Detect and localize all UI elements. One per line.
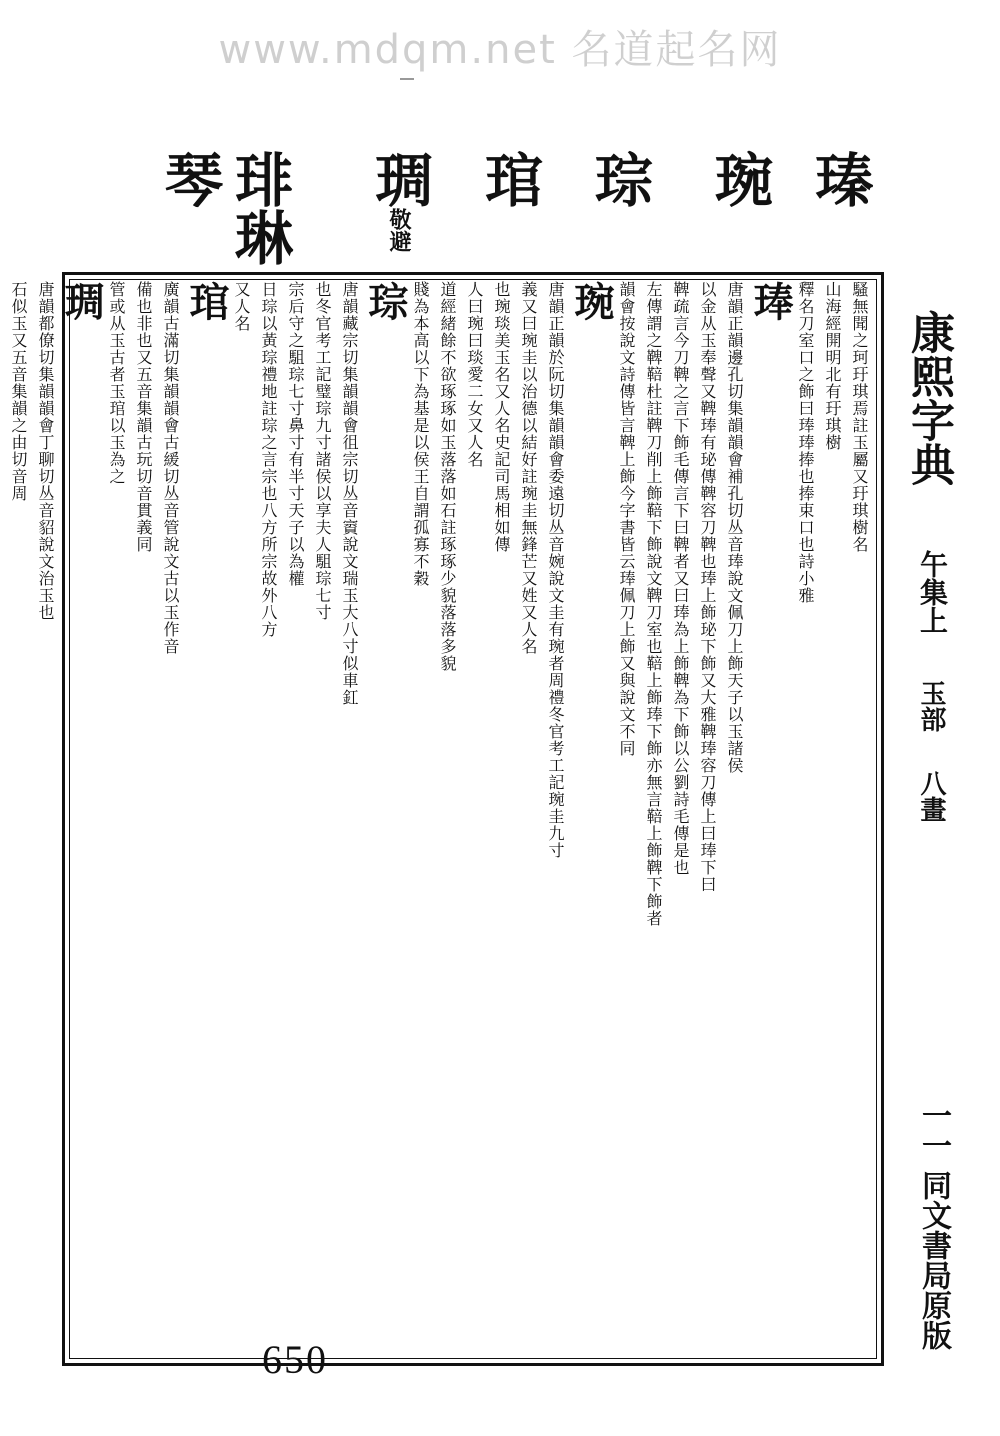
text-columns	[9, 281, 873, 1357]
page-number: 650	[262, 1337, 328, 1382]
text-column: 唐韻正韻邊孔切集韻韻會補孔切丛音琫說文佩刀上飾天子以玉諸侯	[725, 281, 744, 774]
text-column: 賤為本高以下為基是以侯王自謂孤寡不穀	[411, 281, 430, 587]
header-glyph: 琴	[155, 150, 223, 208]
text-column: 釋名刀室口之飾曰琫琫捧也捧束口也詩小雅	[796, 281, 815, 604]
text-column: 山海經開明北有玗琪樹	[823, 281, 842, 451]
text-column: 以金从玉奉聲又鞞琫有珌傳鞞容刀鞞也琫上飾珌下飾又大雅鞞琫容刀傳上曰琫下曰	[698, 281, 717, 893]
dictionary-frame	[9, 272, 884, 1366]
header-glyph: 瑧	[805, 150, 873, 208]
text-column: 韻會按說文詩傳皆言鞞上飾今字書皆云琫佩刀上飾又與說文不同	[617, 281, 636, 757]
text-column: 鞞疏言今刀鞞之言下飾毛傳言下曰鞞者又曰琫為上飾鞞為下飾以公劉詩毛傳是也	[671, 281, 690, 876]
entry-headword: 琯	[183, 281, 230, 321]
header-glyph: 琯	[475, 150, 543, 208]
decorative-dash	[400, 78, 414, 80]
header-glyph-note: 敬避	[386, 208, 412, 252]
text-column: 唐韻藏宗切集韻韻會徂宗切丛音賨說文瑞玉大八寸似車釭	[340, 281, 359, 706]
radical-label: 玉部	[916, 680, 946, 732]
text-column: 管或从玉古者玉琯以玉為之	[107, 281, 126, 485]
text-column: 也冬官考工記璧琮九寸諸侯以享夫人駔琮七寸	[313, 281, 332, 621]
text-column: 備也非也又五音集韻古玩切音貫義同	[134, 281, 153, 553]
entry-headword: 琱	[58, 281, 105, 321]
header-glyph: 琮	[585, 150, 653, 208]
text-column: 道經緒餘不欲琢琢如玉落落如石註琢琢少貌落落多貌	[438, 281, 457, 672]
site-watermark: www.mdqm.net 名道起名网	[218, 27, 782, 73]
section-label: 午集上	[916, 550, 949, 634]
text-column: 騷無聞之珂玗琪焉註玉屬又玗琪樹名	[850, 281, 869, 553]
text-column: 日琮以黃琮禮地註琮之言宗也八方所宗故外八方	[259, 281, 278, 638]
stroke-count-label: 八畫	[916, 770, 946, 822]
publisher-label: 同文書局原版	[916, 1170, 951, 1350]
chinese-page-number: 一一	[916, 1100, 951, 1160]
text-column: 唐韻正韻於阮切集韻韻會委遠切丛音婉說文圭有琬者周禮冬官考工記琬圭九寸	[546, 281, 565, 859]
text-column: 唐韻都僚切集韻韻會丁聊切丛音貂說文治玉也	[36, 281, 55, 621]
text-column: 義又曰琬圭以治德以結好註琬圭無鋒芒又姓又人名	[519, 281, 538, 655]
margin-right	[896, 300, 976, 1360]
entry-headword: 琮	[362, 281, 409, 321]
text-column: 石似玉又五音集韻之由切音周	[9, 281, 28, 502]
entry-headword: 琬	[568, 281, 615, 321]
text-column: 也琬琰美玉名又人名史記司馬相如傳	[492, 281, 511, 553]
text-column: 廣韻古滿切集韻韻會古緩切丛音管說文古以玉作音	[161, 281, 180, 655]
header-glyph: 琬	[705, 150, 773, 208]
text-column: 宗后守之駔琮七寸鼻寸有半寸天子以為權	[286, 281, 305, 587]
header-glyph: 琲琳	[225, 150, 293, 266]
text-column: 左傳謂之鞞鞛杜註鞞刀削上飾鞛下飾說文鞞刀室也鞛上飾琫下飾亦無言鞛上飾鞞下飾者	[644, 281, 663, 927]
header-glyph: 琱敬避	[365, 150, 433, 252]
text-column: 人曰琬曰琰愛二女又人名	[465, 281, 484, 468]
entry-headword: 琫	[747, 281, 794, 321]
book-title: 康熙字典	[903, 310, 954, 486]
text-column: 又人名	[232, 281, 251, 332]
